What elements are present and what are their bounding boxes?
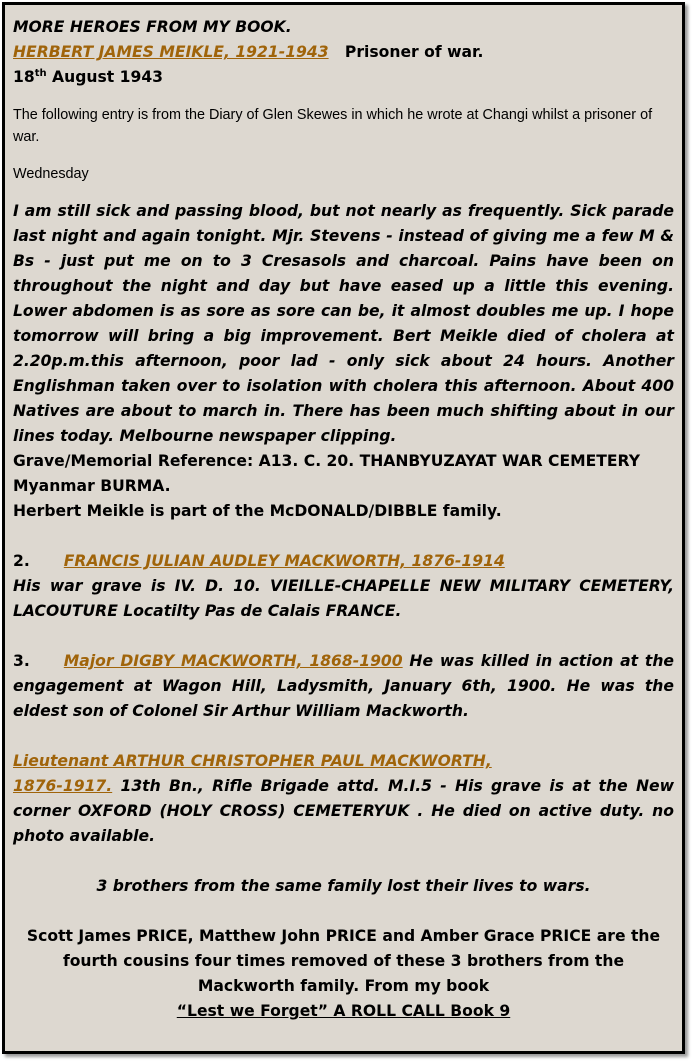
entry2-text: His war grave is IV. D. 10. VIEILLE-CHAPELLE NEW MILITARY CEMETERY, LACOUTURE Locatilty Pas de Calais FRANCE. — [13, 577, 674, 621]
entry2-title-line — [13, 549, 674, 574]
spacer — [13, 899, 674, 924]
closing-book-title: “Lest we Forget” A ROLL CALL Book 9 — [176, 1002, 511, 1021]
closing-cousins: Scott James PRICE, Matthew John PRICE and Amber Grace PRICE are the fourth cousins four times removed of these 3 brothers from the Mackworth family. From my book — [26, 927, 661, 996]
entry4-paragraph — [13, 774, 674, 849]
entry2-name-link[interactable]: FRANCIS JULIAN AUDLEY MACKWORTH, 1876-1914 — [63, 552, 505, 571]
closing-brothers: 3 brothers from the same family lost their lives to wars. — [96, 877, 591, 896]
entry1-grave: Grave/Memorial Reference: A13. C. 20. THANBYUZAYAT WAR CEMETERY — [13, 452, 641, 471]
entry2-number: 2. — [13, 552, 30, 571]
page-heading: MORE HEROES FROM MY BOOK. — [13, 18, 292, 36]
entry1-status: Prisoner of war. — [344, 43, 484, 61]
spacer — [13, 524, 674, 549]
spacer — [13, 724, 674, 749]
entry4-name-link[interactable]: Lieutenant ARTHUR CHRISTOPHER PAUL MACKWORTH, — [13, 752, 492, 771]
entry3-paragraph — [13, 649, 674, 724]
entry4-years-link[interactable]: 1876-1917. — [13, 777, 113, 796]
entry1-name-link[interactable]: HERBERT JAMES MEIKLE, 1921-1943 — [13, 43, 329, 61]
entry1-intro: The following entry is from the Diary of Glen Skewes in which he wrote at Changi whilst a prisoner of war. — [13, 107, 653, 146]
entry1-country: Myanmar BURMA. — [13, 477, 171, 496]
entry3-number: 3. — [13, 652, 30, 671]
spacer — [13, 624, 674, 649]
entry4-title-line — [13, 749, 674, 774]
entry1-title-line — [13, 40, 674, 65]
entry4-text: 13th Bn., Rifle Brigade attd. M.I.5 - His grave is at the New corner OXFORD (HOLY CROSS) CEMETERYUK . He died on active duty. no photo available. — [13, 777, 674, 846]
entry1-weekday: Wednesday — [13, 165, 89, 182]
spacer — [13, 849, 674, 874]
entry1-diary-text: I am still sick and passing blood, but not nearly as frequently. Sick parade last night and again tonight. Mjr. Stevens - instead of giving me a few M & Bs - just put me on to 3 Cresasols and charcoal. Pains have been on throughout the night and day but have eased up a little this evening. Lower abdomen is as sore as sore can be, it almost doubles me up. I hope tomorrow will bring a big improvement. Bert Meikle died of cholera at 2.20p.m.this afternoon, poor lad - only sick about 24 hours. Another Englishman taken over to isolation with cholera this afternoon. About 400 Natives are about to march in. There has been much shifting about in our lines today. Melbourne newspaper clipping. — [13, 202, 674, 446]
entry3-name-link[interactable]: Major DIGBY MACKWORTH, 1868-1900 — [63, 652, 403, 671]
entry1-date: 18th August 1943 — [13, 67, 164, 86]
document-page — [2, 2, 685, 1054]
entry1-family: Herbert Meikle is part of the McDONALD/DIBBLE family. — [13, 502, 502, 521]
entry3-text: He was killed in action at the engagement at Wagon Hill, Ladysmith, January 6th, 1900. He was the eldest son of Colonel Sir Arthur William Mackworth. — [13, 652, 674, 721]
